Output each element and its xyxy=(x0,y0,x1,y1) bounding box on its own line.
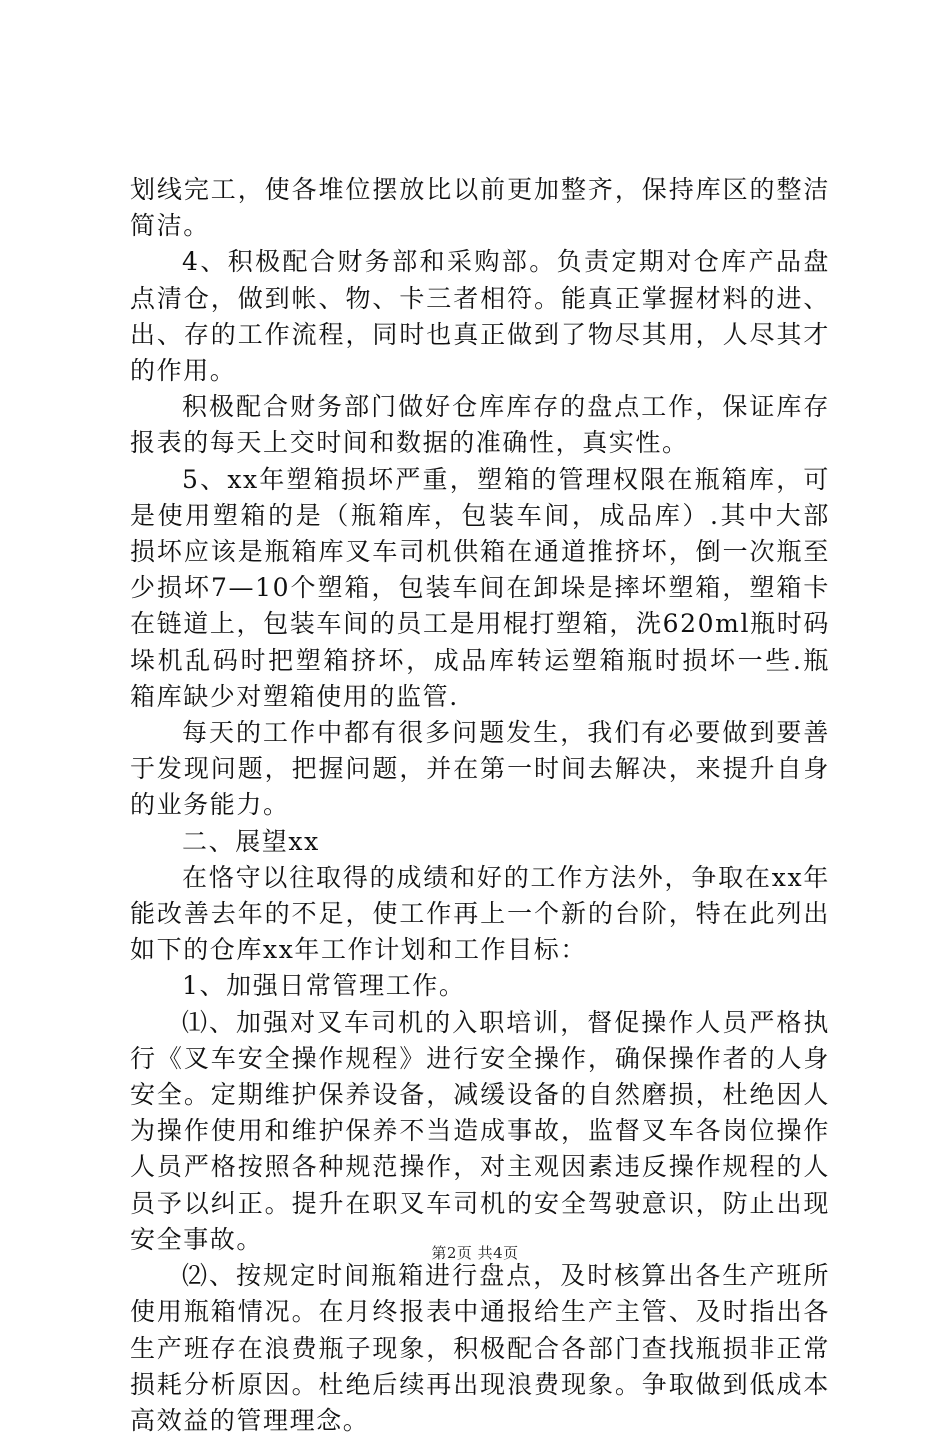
paragraph-daily-issues: 每天的工作中都有很多问题发生，我们有必要做到要善于发现问题，把握问题，并在第一时间去解决，来提升自身的业务能力。 xyxy=(130,718,830,820)
paragraph-subitem-2: ⑵、按规定时间瓶箱进行盘点，及时核算出各生产班所使用瓶箱情况。在月终报表中通报给生产主管、及时指出各生产班存在浪费瓶子现象，积极配合各部门查找瓶损非正常损耗分析原因。杜绝后续再出现浪费现象。争取做到低成本高效益的管理理念。 xyxy=(130,1261,830,1435)
paragraph-subitem-1: ⑴、加强对叉车司机的入职培训，督促操作人员严格执行《叉车安全操作规程》进行安全操作，确保操作者的人身安全。定期维护保养设备，减缓设备的自然磨损，杜绝因人为操作使用和维护保养不当造成事故，监督叉车各岗位操作人员严格按照各种规范操作，对主观因素违反操作规程的人员予以纠正。提升在职叉车司机的安全驾驶意识，防止出现安全事故。 xyxy=(130,1007,830,1254)
paragraph-continuation: 划线完工，使各堆位摆放比以前更加整齐，保持库区的整洁简洁。 xyxy=(130,175,830,241)
paragraph-inventory-report: 积极配合财务部门做好仓库库存的盘点工作，保证库存报表的每天上交时间和数据的准确性，真实性。 xyxy=(130,392,830,458)
paragraph-outlook-intro: 在恪守以往取得的成绩和好的工作方法外，争取在xx年能改善去年的不足，使工作再上一个新的台阶，特在此列出如下的仓库xx年工作计划和工作目标： xyxy=(130,862,830,965)
paragraph-item-5: 5、xx年塑箱损坏严重，塑箱的管理权限在瓶箱库，可是使用塑箱的是（瓶箱库，包装车间，成品库）.其中大部损坏应该是瓶箱库叉车司机供箱在通道推挤坏，倒一次瓶至少损坏7—10个塑箱，包装车间在卸垛是摔坏塑箱，塑箱卡在链道上，包装车间的员工是用棍打塑箱，洗620ml瓶时码垛机乱码时把塑箱挤坏，成品库转运塑箱瓶时损坏一些.瓶箱库缺少对塑箱使用的监管. xyxy=(130,464,830,711)
paragraph-item-4: 4、积极配合财务部和采购部。负责定期对仓库产品盘点清仓，做到帐、物、卡三者相符。能真正掌握材料的进、出、存的工作流程，同时也真正做到了物尽其用，人尽其才的作用。 xyxy=(130,247,830,386)
section-heading-outlook: 二、展望xx xyxy=(182,826,320,856)
page-footer: 第2页 共4页 xyxy=(431,1244,519,1262)
paragraph-plan-item-1: 1、加强日常管理工作。 xyxy=(182,971,466,1001)
